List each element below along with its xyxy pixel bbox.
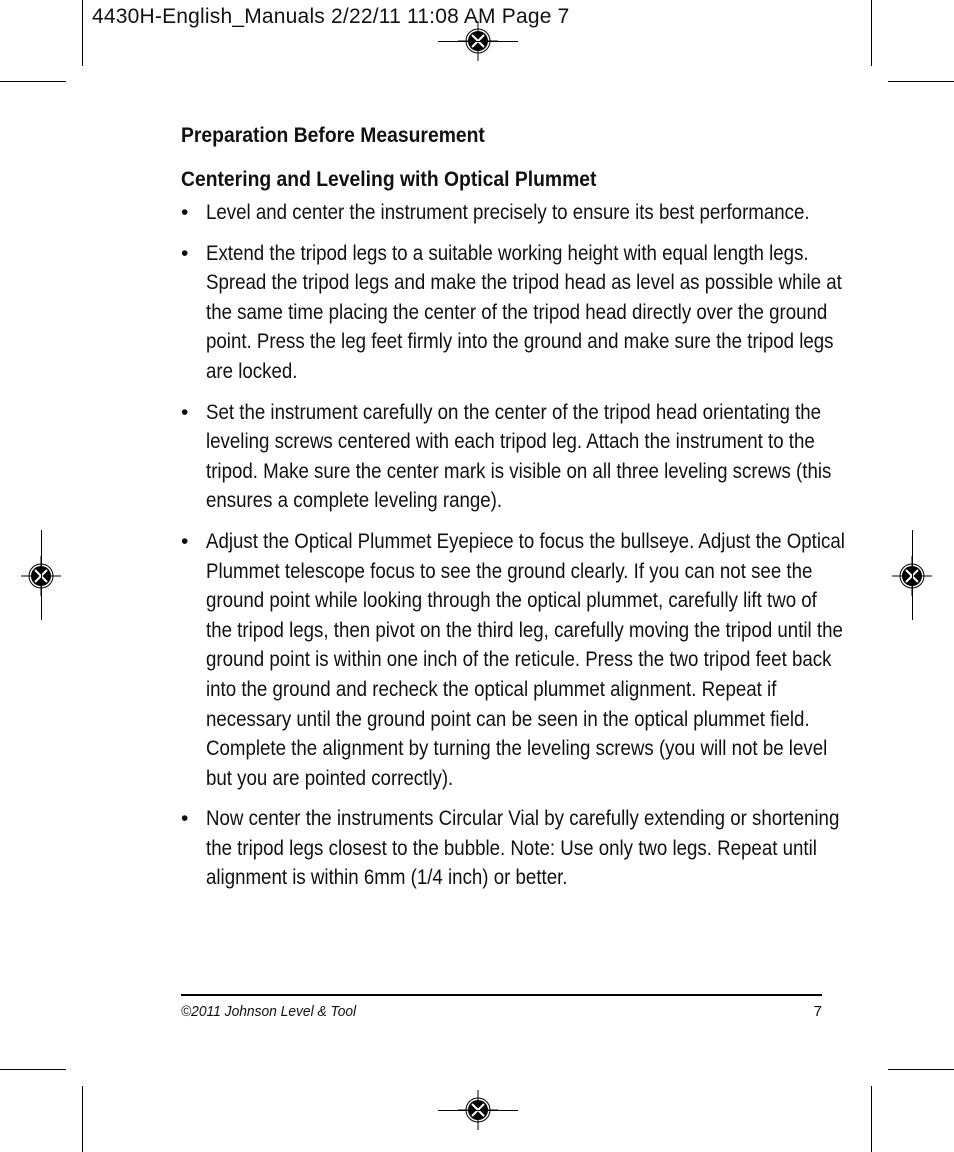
section-heading: Preparation Before Measurement: [181, 124, 485, 147]
list-item-text: Level and center the instrument precisely to ensure its best performance.: [206, 201, 810, 224]
registration-line-left: [41, 530, 42, 620]
crop-mark-bottom-right-vertical: [871, 1086, 872, 1152]
list-item-text: Now center the instruments Circular Vial by carefully extending or shortening the tripod legs closest to the bubble. Note: Use only two legs. Repeat until alignment is within 6mm (1/4 inch) or better.: [206, 807, 840, 890]
page-number: 7: [813, 1003, 822, 1020]
crop-mark-bottom-left-horizontal: [0, 1069, 66, 1070]
bullet-icon: •: [181, 529, 189, 553]
crop-mark-top-right-vertical: [871, 0, 872, 66]
subsection-heading: Centering and Leveling with Optical Plummet: [181, 168, 597, 191]
bullet-icon: •: [181, 241, 189, 265]
footer-rule: [181, 994, 822, 996]
list-item: [181, 527, 845, 793]
crop-mark-top-left-horizontal: [0, 81, 66, 82]
crop-mark-bottom-right-horizontal: [888, 1069, 954, 1070]
list-item: [181, 198, 831, 228]
list-item-text: Adjust the Optical Plummet Eyepiece to focus the bullseye. Adjust the Optical Plummet telescope focus to see the ground clearly. If you can not see the ground point while looking through the optical plummet, carefully lift two of the tripod legs, then pivot on the third leg, carefully moving the tripod until the ground point is within one inch of the reticule. Press the two tripod feet back into the ground and recheck the optical plummet alignment. Repeat if necessary until the ground point can be seen in the optical plummet field. Complete the alignment by turning the leveling screws (you will not be level but you are pointed correctly).: [206, 529, 845, 790]
list-item: [181, 398, 831, 516]
bullet-icon: •: [181, 807, 189, 831]
crop-mark-top-left-vertical: [82, 0, 83, 66]
registration-line-bottom: [438, 1110, 518, 1111]
crop-mark-bottom-left-vertical: [82, 1086, 83, 1152]
printer-slug-line: 4430H-English_Manuals 2/22/11 11:08 AM Page 7: [92, 5, 570, 28]
manual-page-content: [181, 124, 845, 904]
bullet-icon: •: [181, 201, 189, 224]
list-item-text: Extend the tripod legs to a suitable working height with equal length legs. Spread the tripod legs and make the tripod head as level as possible while at the same time placing the center of the tripod head directly over the ground point. Press the leg feet firmly into the ground and make sure the tripod legs are locked.: [206, 241, 842, 383]
crop-mark-top-right-horizontal: [888, 81, 954, 82]
instruction-list: [181, 198, 845, 893]
list-item: [181, 804, 840, 893]
footer-copyright: ©2011 Johnson Level & Tool: [181, 1003, 357, 1020]
bullet-icon: •: [181, 400, 189, 424]
list-item: [181, 239, 842, 387]
registration-line-top: [438, 41, 518, 42]
list-item-text: Set the instrument carefully on the center of the tripod head orientating the leveling screws centered with each tripod leg. Attach the instrument to the tripod. Make sure the center mark is visible on all three leveling screws (this ensures a complete leveling range).: [206, 400, 832, 513]
registration-line-right: [912, 530, 913, 620]
